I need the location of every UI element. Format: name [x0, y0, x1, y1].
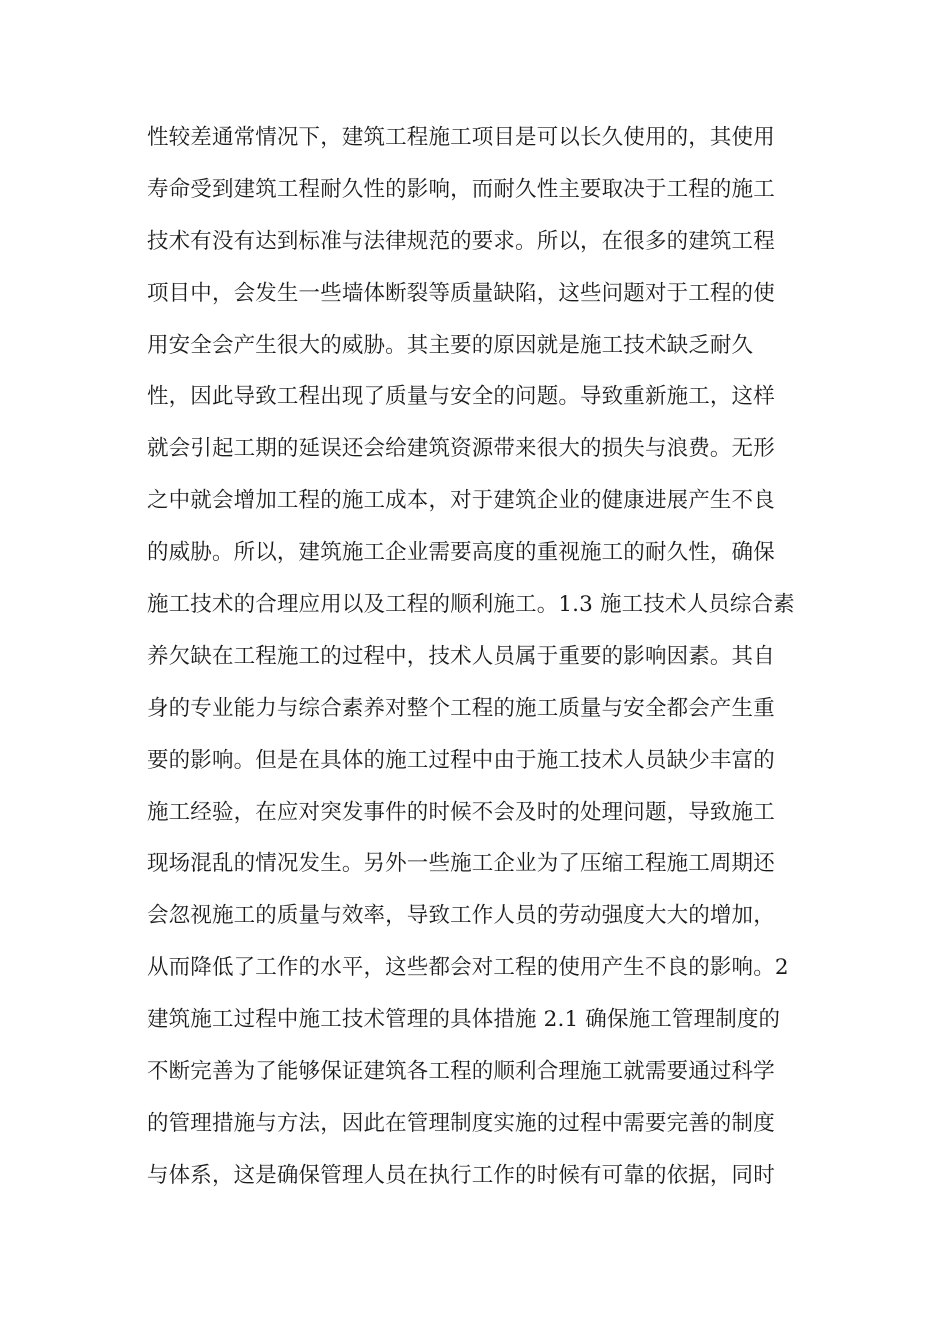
- text-line: 现场混乱的情况发生。另外一些施工企业为了压缩工程施工周期还: [147, 851, 775, 877]
- text-line: 会忽视施工的质量与效率，导致工作人员的劳动强度大大的增加，: [147, 903, 775, 929]
- text-line: 建筑施工过程中施工技术管理的具体措施 2.1 确保施工管理制度的: [147, 1007, 781, 1033]
- text-line: 要的影响。但是在具体的施工过程中由于施工技术人员缺少丰富的: [147, 747, 775, 773]
- text-line: 与体系，这是确保管理人员在执行工作的时候有可靠的依据，同时: [147, 1162, 775, 1188]
- text-line: 施工技术的合理应用以及工程的顺利施工。1.3 施工技术人员综合素: [147, 592, 795, 618]
- text-line: 就会引起工期的延误还会给建筑资源带来很大的损失与浪费。无形: [147, 436, 775, 462]
- text-line: 项目中，会发生一些墙体断裂等质量缺陷，这些问题对于工程的使: [147, 280, 775, 306]
- text-line: 用安全会产生很大的威胁。其主要的原因就是施工技术缺乏耐久: [147, 332, 754, 358]
- text-line: 的管理措施与方法，因此在管理制度实施的过程中需要完善的制度: [147, 1110, 775, 1136]
- text-line: 寿命受到建筑工程耐久性的影响，而耐久性主要取决于工程的施工: [147, 176, 775, 202]
- body-text: [147, 112, 827, 1202]
- text-line: 之中就会增加工程的施工成本，对于建筑企业的健康进展产生不良: [147, 488, 775, 514]
- text-line: 性较差通常情况下，建筑工程施工项目是可以长久使用的，其使用: [147, 125, 775, 150]
- text-line: 施工经验，在应对突发事件的时候不会及时的处理问题，导致施工: [147, 799, 775, 825]
- text-line: 技术有没有达到标准与法律规范的要求。所以，在很多的建筑工程: [147, 228, 775, 254]
- text-line: 身的专业能力与综合素养对整个工程的施工质量与安全都会产生重: [147, 695, 775, 721]
- text-line: 的威胁。所以，建筑施工企业需要高度的重视施工的耐久性，确保: [147, 540, 775, 566]
- text-line: 从而降低了工作的水平，这些都会对工程的使用产生不良的影响。2: [147, 955, 789, 981]
- text-line: 性，因此导致工程出现了质量与安全的问题。导致重新施工，这样: [147, 384, 775, 410]
- text-line: 不断完善为了能够保证建筑各工程的顺利合理施工就需要通过科学: [147, 1059, 775, 1085]
- text-line: 养欠缺在工程施工的过程中，技术人员属于重要的影响因素。其自: [147, 643, 775, 669]
